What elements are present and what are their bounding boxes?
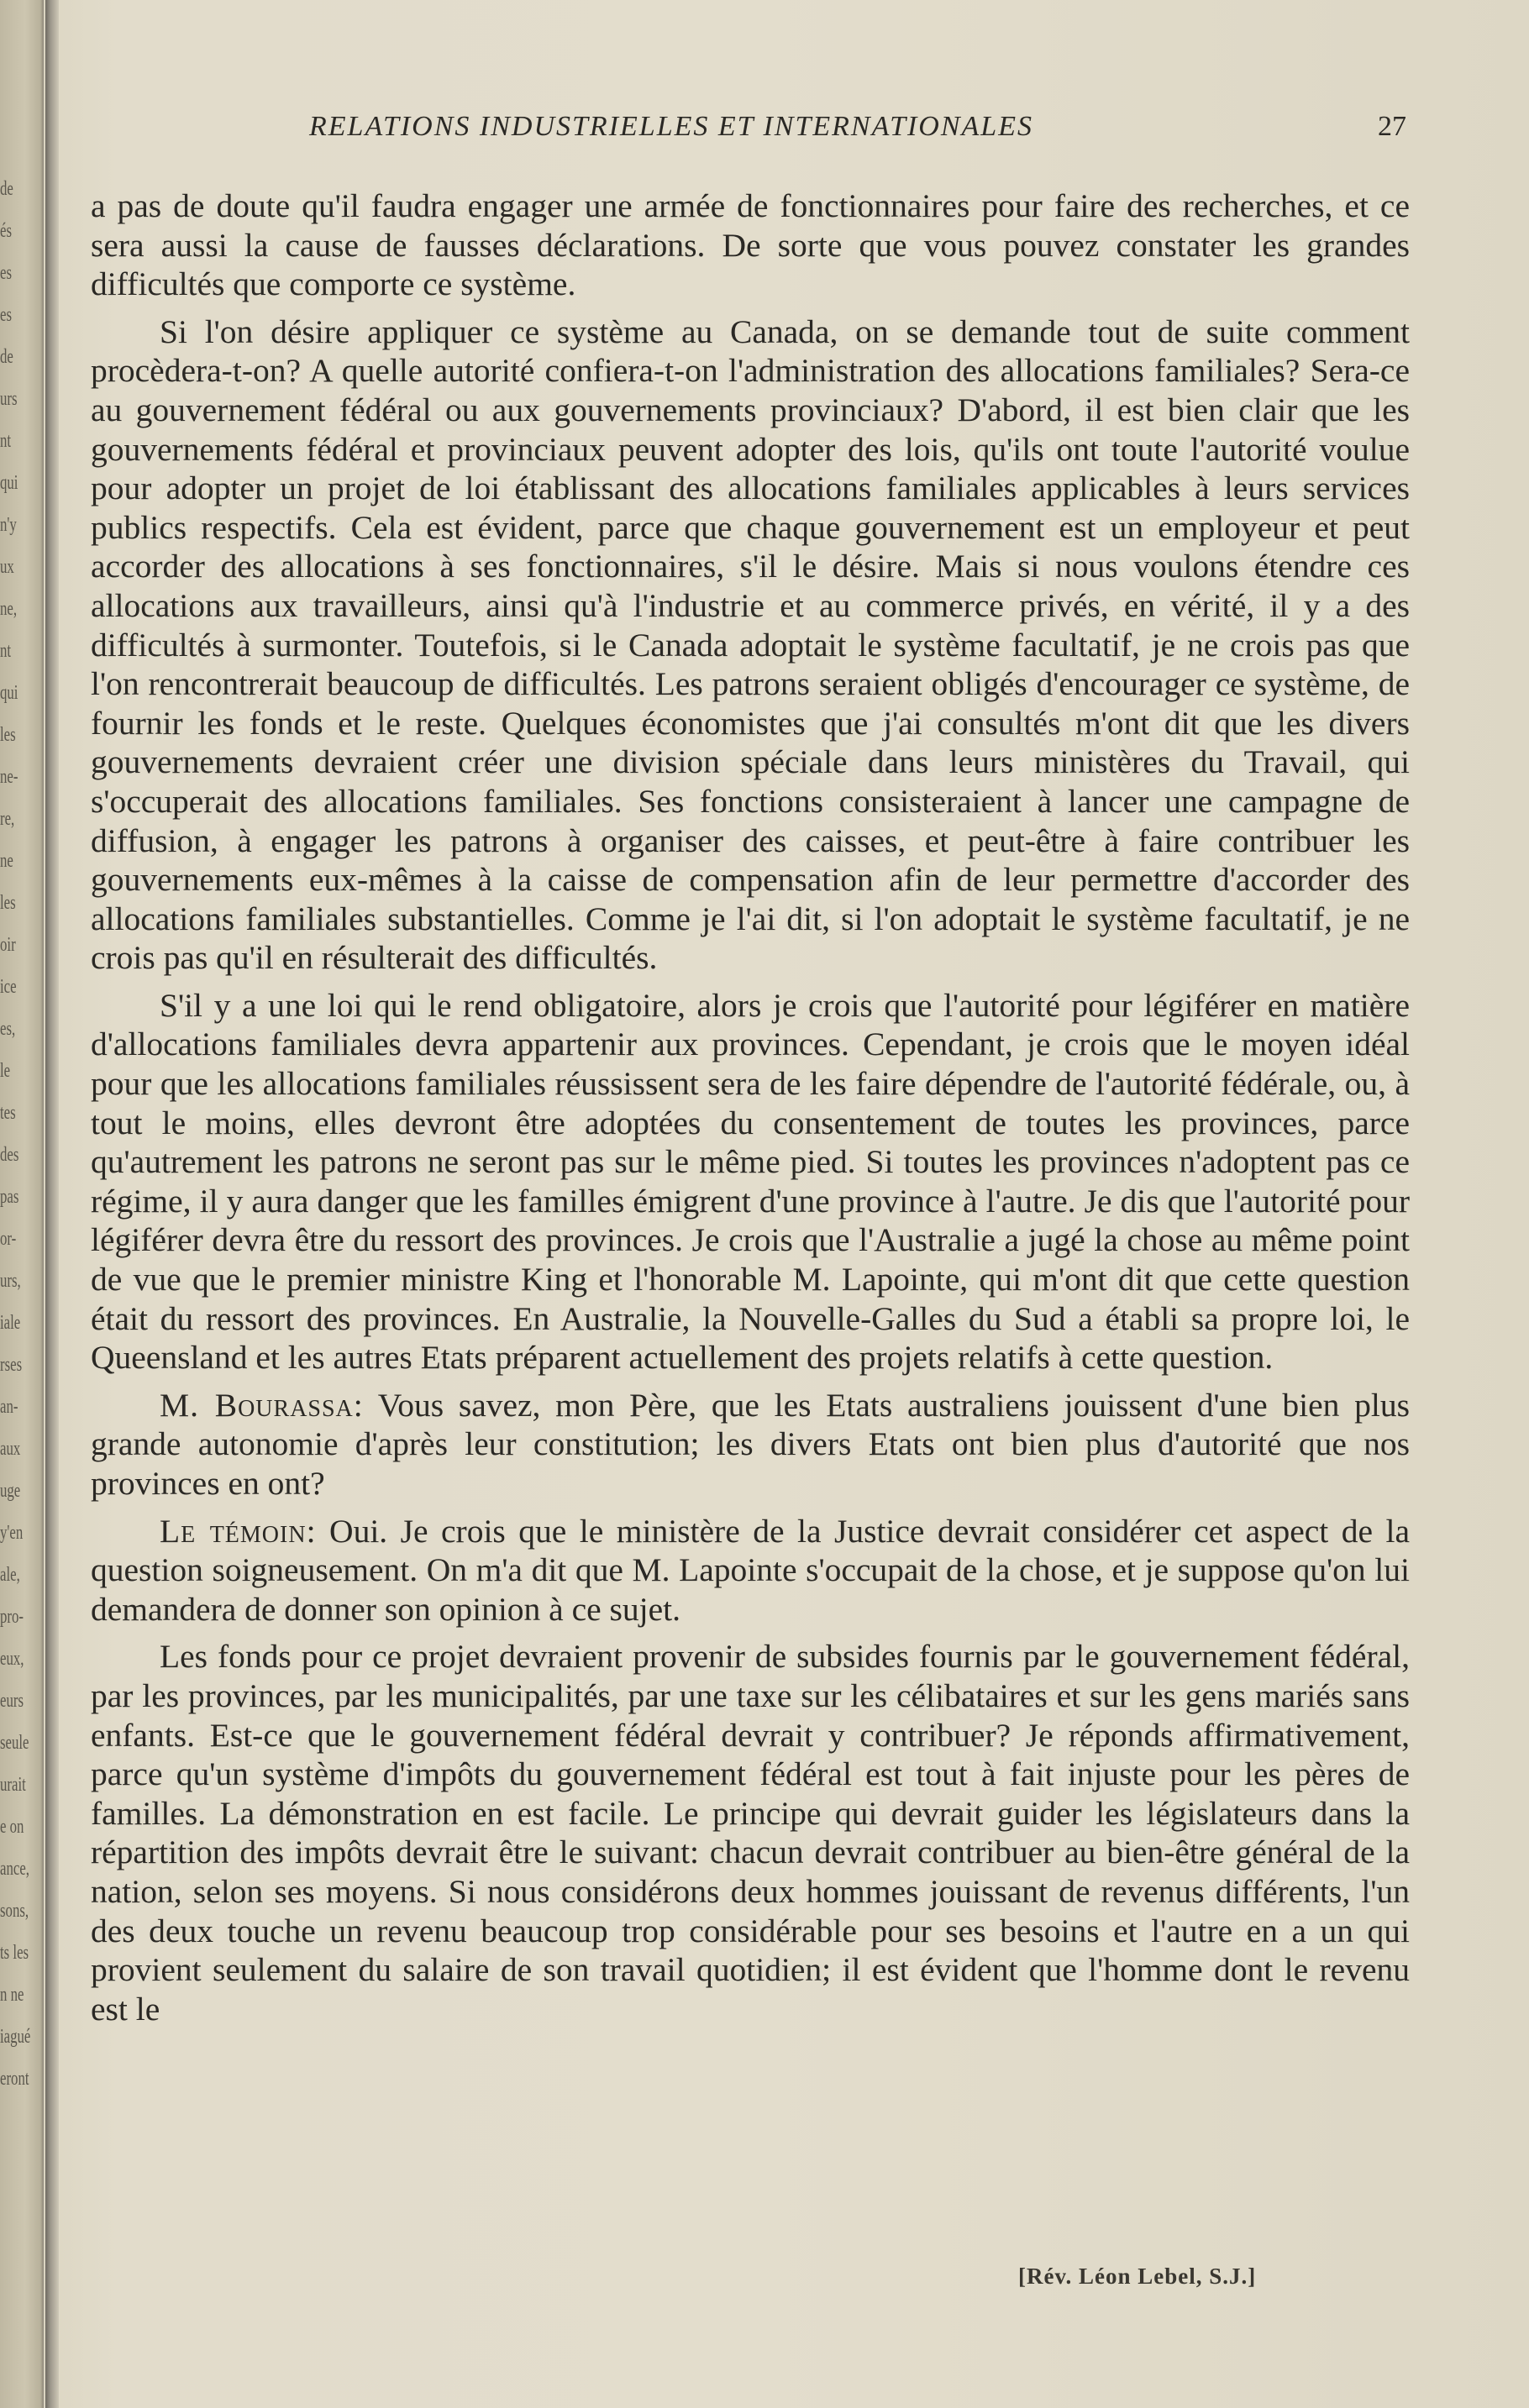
margin-fragment: nt: [0, 640, 12, 662]
paragraph: [91, 1512, 1410, 1629]
margin-fragment: de: [0, 178, 13, 200]
margin-fragment: n ne: [0, 1984, 24, 2006]
paragraph: [91, 1386, 1410, 1503]
paragraph-text: S'il y a une loi qui le rend obligatoire, alors je crois que l'autorité pour légiférer en matière d'allocations familiales devra appartenir aux provinces. Cependant, je crois que le moyen idéal pour que les allocations familiales réussissent sera de les faire dépendre de l'autorité fédérale, ou, à tout le moins, elles devront être adoptées du consentement de toutes les provinces, parce qu'autrement les patrons ne seront pas sur le même pied. Si toutes les provinces n'adoptent pas ce régime, il y aura danger que les familles émigrent d'une province à l'autre. Je dis que l'autorité pour légiférer devra être du ressort des provinces. Je crois que l'Australie a jugé la chose au même point de vue que le premier ministre King et l'honorable M. Lapointe, qui m'ont dit que cette question était du ressort des provinces. En Australie, la Nouvelle-Galles du Sud a établi sa propre loi, le Queensland et les autres Etats préparent actuellement des projets relatifs à cette question.: [91, 986, 1410, 1377]
margin-fragment: eront: [0, 2068, 29, 2090]
margin-fragment: urait: [0, 1774, 26, 1796]
margin-fragment: y'en: [0, 1522, 24, 1544]
margin-fragment: seule: [0, 1732, 29, 1754]
margin-fragment: urs,: [0, 1270, 21, 1292]
margin-fragment: an-: [0, 1396, 18, 1418]
paragraph-text: Vous savez, mon Père, que les Etats australiens jouissent d'une bien plus grande autonomie d'après leur constitution; les divers Etats ont bien plus d'autorité que nos provinces en ont?: [91, 1386, 1410, 1502]
paragraph: [91, 186, 1410, 304]
margin-fragment: ale,: [0, 1564, 20, 1586]
margin-fragment: ne: [0, 850, 13, 872]
margin-fragment: sons,: [0, 1900, 29, 1922]
margin-fragment: or-: [0, 1228, 17, 1250]
paragraph: [91, 312, 1410, 978]
margin-fragment: nt: [0, 430, 12, 452]
margin-fragment: urs: [0, 388, 18, 410]
paragraph-text: Si l'on désire appliquer ce système au Canada, on se demande tout de suite comment procèdera-t-on? A quelle autorité confiera-t-on l'administration des allocations familiales? Sera-ce au gouvernement fédéral ou aux gouvernements provinciaux? D'abord, il est bien clair que les gouvernements fédéral et provinciaux peuvent adopter des lois, qu'ils ont toute l'autorité voulue pour adopter un projet de loi établissant des allocations familiales applicables à leurs services publics respectifs. Cela est évident, parce que chaque gouvernement est un employeur et peut accorder des allocations à ses fonctionnaires, s'il le désire. Mais si nous voulons étendre ces allocations aux travailleurs, ainsi qu'à l'industrie et au commerce privés, en vérité, il y a des difficultés à surmonter. Toutefois, si le Canada adoptait le système facultatif, je ne crois pas que l'on rencontrerait beaucoup de difficultés. Les patrons seraient obligés d'encourager ce système, de fournir les fonds et le reste. Quelques économistes que j'ai consultés m'ont dit que les divers gouvernements devraient créer une division spéciale dans leurs ministères du Travail, qui s'occuperait des allocations familiales. Ses fonctions consisteraient à lancer une campagne de diffusion, à engager les patrons à organiser des caisses, et peut-être à faire contribuer les gouvernements eux-mêmes à la caisse de compensation afin de leur permettre d'accorder des allocations familiales substantielles. Comme je l'ai dit, si l'on adoptait le système facultatif, je ne crois pas qu'il en résulterait des difficultés.: [91, 312, 1410, 977]
margin-fragment: ts les: [0, 1942, 29, 1964]
speaker-attribution: [Rév. Léon Lebel, S.J.]: [1018, 2264, 1257, 2289]
paragraph-text: a pas de doute qu'il faudra engager une armée de fonctionnaires pour faire des recherches, et ce sera aussi la cause de fausses déclarations. De sorte que vous pouvez constater les grandes difficultés que comporte ce système.: [91, 187, 1410, 303]
margin-fragment: ne,: [0, 598, 18, 620]
margin-fragment: ne-: [0, 766, 18, 788]
margin-fragment: de: [0, 346, 13, 368]
running-head: [0, 111, 1529, 153]
margin-fragment: ice: [0, 976, 17, 998]
paragraph: [91, 1637, 1410, 2028]
margin-fragment: es: [0, 262, 12, 284]
margin-fragment: iagué: [0, 2026, 31, 2048]
margin-fragment: uge: [0, 1480, 21, 1502]
margin-fragment: es,: [0, 1018, 16, 1040]
margin-fragment: n'y: [0, 514, 17, 536]
margin-fragment: e on: [0, 1816, 24, 1838]
paragraph-text: Oui. Je crois que le ministère de la Justice devrait considérer cet aspect de la question soigneusement. On m'a dit que M. Lapointe s'occupait de la chose, et je suppose qu'on lui demandera de donner son opinion à ce sujet.: [91, 1512, 1410, 1628]
margin-fragment: oir: [0, 934, 16, 956]
margin-fragment: eux,: [0, 1648, 24, 1670]
margin-fragment: tes: [0, 1102, 16, 1124]
margin-fragment: ux: [0, 556, 14, 578]
margin-fragment: les: [0, 892, 16, 914]
margin-fragment: qui: [0, 472, 18, 494]
speaker-label: M. Bourassa:: [160, 1386, 364, 1424]
margin-fragment: aux: [0, 1438, 21, 1460]
margin-fragment: és: [0, 220, 12, 242]
margin-fragment: le: [0, 1060, 11, 1082]
page-number: 27: [1378, 111, 1406, 142]
margin-fragment: qui: [0, 682, 18, 704]
running-title: RELATIONS INDUSTRIELLES ET INTERNATIONALES: [309, 111, 1033, 142]
body-text: [91, 186, 1410, 2037]
facing-page-fragments: [0, 168, 42, 2100]
margin-fragment: pas: [0, 1186, 19, 1208]
margin-fragment: re,: [0, 808, 15, 830]
margin-fragment: es: [0, 304, 12, 326]
margin-fragment: les: [0, 724, 16, 746]
margin-fragment: iale: [0, 1312, 21, 1334]
margin-fragment: eurs: [0, 1690, 24, 1712]
paragraph: [91, 986, 1410, 1377]
margin-fragment: pro-: [0, 1606, 24, 1628]
paragraph-text: Les fonds pour ce projet devraient provenir de subsides fournis par le gouvernement fédéral, par les provinces, par les municipalités, par une taxe sur les célibataires et sur les gens mariés sans enfants. Est-ce que le gouvernement fédéral devrait y contribuer? Je réponds affirmativement, parce qu'un système d'impôts du gouvernement fédéral est tout à fait injuste pour les pères de familles. La démonstration en est facile. Le principe qui devrait guider les législateurs dans la répartition des impôts devrait être le suivant: chacun devrait contribuer au bien-être général de la nation, selon ses moyens. Si nous considérons deux hommes jouissant de revenus différents, l'un des deux touche un revenu beaucoup trop considérable pour ses besoins et l'autre en a un qui provient seulement du salaire de son travail quotidien; il est évident que l'homme dont le revenu est le: [91, 1638, 1410, 2028]
margin-fragment: ance,: [0, 1858, 29, 1880]
margin-fragment: des: [0, 1144, 19, 1166]
speaker-label: Le témoin:: [160, 1512, 317, 1550]
binding-shadow: [45, 0, 59, 2408]
margin-fragment: rses: [0, 1354, 23, 1376]
